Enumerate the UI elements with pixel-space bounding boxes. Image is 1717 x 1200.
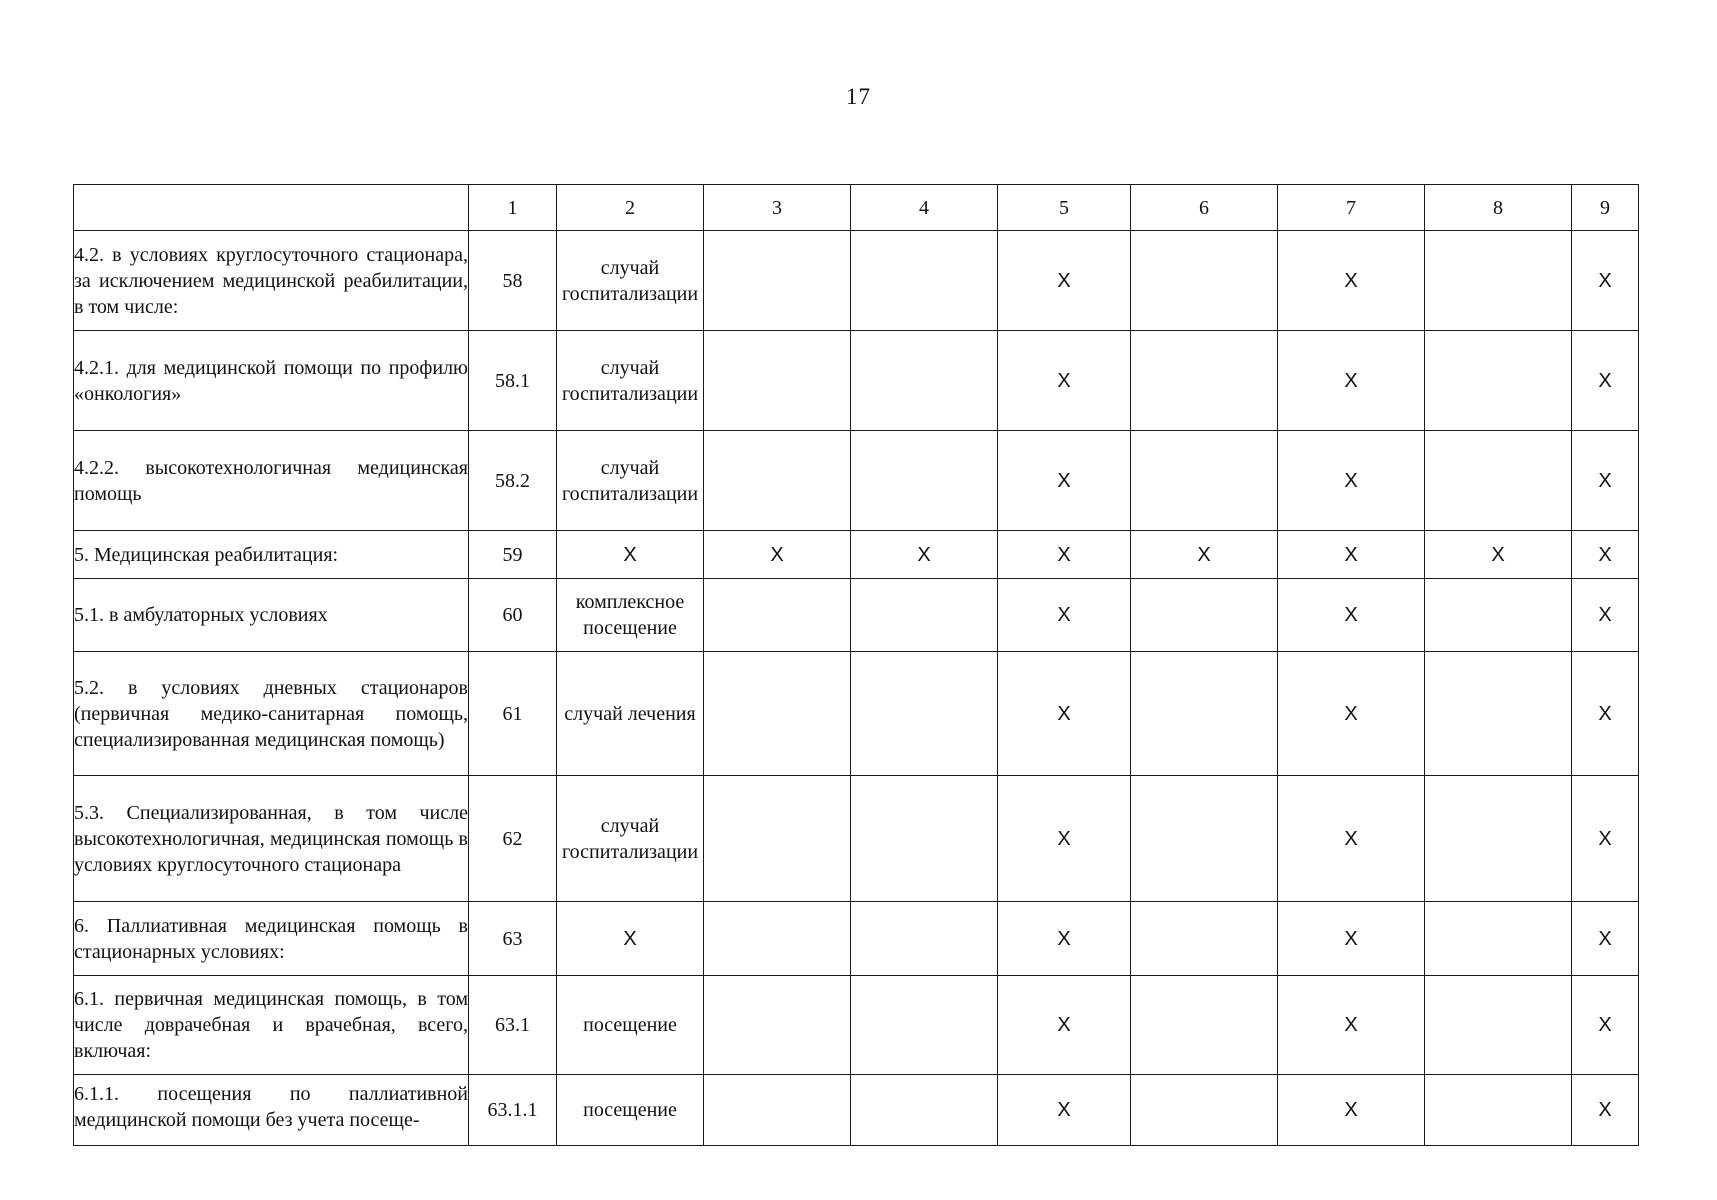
row-description: 5.1. в амбулаторных условиях xyxy=(74,579,469,652)
header-cell: 1 xyxy=(469,185,557,231)
row-cell-7: Х xyxy=(1278,579,1425,652)
row-cell-6 xyxy=(1131,1075,1278,1146)
row-description: 5.2. в условиях дневных стационаров (первичная медико-санитарная помощь, специализированная медицинская помощь) xyxy=(74,652,469,776)
row-cell-7: Х xyxy=(1278,431,1425,531)
row-cell-8 xyxy=(1425,652,1572,776)
row-cell-8 xyxy=(1425,1075,1572,1146)
header-cell: 3 xyxy=(704,185,851,231)
row-cell-8 xyxy=(1425,431,1572,531)
row-cell-8: Х xyxy=(1425,531,1572,579)
row-cell-4 xyxy=(851,579,998,652)
row-code: 60 xyxy=(469,579,557,652)
row-cell-9: Х xyxy=(1572,1075,1639,1146)
row-cell-4 xyxy=(851,902,998,976)
row-cell-5: Х xyxy=(998,902,1131,976)
row-unit: комплексное посещение xyxy=(557,579,704,652)
row-cell-9: Х xyxy=(1572,431,1639,531)
row-cell-7: Х xyxy=(1278,531,1425,579)
row-cell-6 xyxy=(1131,579,1278,652)
row-cell-6 xyxy=(1131,331,1278,431)
row-cell-3: Х xyxy=(704,531,851,579)
row-cell-6: Х xyxy=(1131,531,1278,579)
row-cell-5: Х xyxy=(998,1075,1131,1146)
row-cell-3 xyxy=(704,331,851,431)
row-cell-7: Х xyxy=(1278,652,1425,776)
row-cell-9: Х xyxy=(1572,579,1639,652)
row-cell-7: Х xyxy=(1278,976,1425,1075)
row-description: 4.2.1. для медицинской помощи по профилю «онкология» xyxy=(74,331,469,431)
row-cell-6 xyxy=(1131,776,1278,902)
row-description: 6.1. первичная медицинская помощь, в том числе доврачебная и врачебная, всего, включая: xyxy=(74,976,469,1075)
row-description-text: 6.1.1. посещения по паллиативной медицинской помощи без учета посеще- xyxy=(74,1083,468,1131)
table-row xyxy=(74,1075,1639,1146)
row-cell-4 xyxy=(851,231,998,331)
row-cell-3 xyxy=(704,231,851,331)
row-cell-6 xyxy=(1131,902,1278,976)
row-cell-3 xyxy=(704,976,851,1075)
row-cell-8 xyxy=(1425,776,1572,902)
row-cell-6 xyxy=(1131,431,1278,531)
row-code: 58.2 xyxy=(469,431,557,531)
row-cell-4 xyxy=(851,652,998,776)
header-cell: 2 xyxy=(557,185,704,231)
row-cell-7: Х xyxy=(1278,902,1425,976)
row-code: 61 xyxy=(469,652,557,776)
row-code: 63.1 xyxy=(469,976,557,1075)
header-cell: 7 xyxy=(1278,185,1425,231)
row-cell-4: Х xyxy=(851,531,998,579)
row-cell-9: Х xyxy=(1572,902,1639,976)
row-cell-3 xyxy=(704,1075,851,1146)
row-cell-6 xyxy=(1131,976,1278,1075)
row-code: 58.1 xyxy=(469,331,557,431)
row-description: 6. Паллиативная медицинская помощь в стационарных условиях: xyxy=(74,902,469,976)
row-cell-9: Х xyxy=(1572,331,1639,431)
row-cell-5: Х xyxy=(998,331,1131,431)
row-cell-4 xyxy=(851,431,998,531)
row-cell-8 xyxy=(1425,902,1572,976)
row-cell-4 xyxy=(851,976,998,1075)
row-unit: посещение xyxy=(557,1075,704,1146)
row-cell-3 xyxy=(704,902,851,976)
row-cell-8 xyxy=(1425,579,1572,652)
row-cell-3 xyxy=(704,776,851,902)
header-cell: 9 xyxy=(1572,185,1639,231)
row-code: 63 xyxy=(469,902,557,976)
table-row xyxy=(74,231,1639,331)
table-row xyxy=(74,531,1639,579)
row-code: 62 xyxy=(469,776,557,902)
row-description xyxy=(74,1075,469,1146)
table-row xyxy=(74,579,1639,652)
row-cell-9: Х xyxy=(1572,652,1639,776)
row-cell-5: Х xyxy=(998,579,1131,652)
row-code: 58 xyxy=(469,231,557,331)
row-cell-6 xyxy=(1131,231,1278,331)
row-cell-8 xyxy=(1425,976,1572,1075)
row-unit: Х xyxy=(557,531,704,579)
row-cell-9: Х xyxy=(1572,231,1639,331)
header-cell: 4 xyxy=(851,185,998,231)
row-cell-7: Х xyxy=(1278,1075,1425,1146)
data-table xyxy=(73,184,1639,1146)
row-cell-8 xyxy=(1425,231,1572,331)
row-cell-8 xyxy=(1425,331,1572,431)
row-description: 5. Медицинская реабилитация: xyxy=(74,531,469,579)
row-unit: Х xyxy=(557,902,704,976)
row-cell-3 xyxy=(704,431,851,531)
row-description: 4.2. в условиях круглосуточного стационара, за исключением медицинской реабилитации, в том числе: xyxy=(74,231,469,331)
table-row xyxy=(74,431,1639,531)
table-row xyxy=(74,652,1639,776)
row-cell-5: Х xyxy=(998,652,1131,776)
row-cell-5: Х xyxy=(998,776,1131,902)
row-cell-7: Х xyxy=(1278,331,1425,431)
row-unit: посещение xyxy=(557,976,704,1075)
row-unit: случай госпитализации xyxy=(557,776,704,902)
row-code: 63.1.1 xyxy=(469,1075,557,1146)
row-cell-9: Х xyxy=(1572,776,1639,902)
row-cell-7: Х xyxy=(1278,776,1425,902)
row-cell-4 xyxy=(851,776,998,902)
row-description: 5.3. Специализированная, в том числе высокотехнологичная, медицинская помощь в условиях круглосуточного стационара xyxy=(74,776,469,902)
table-row xyxy=(74,902,1639,976)
table-row xyxy=(74,331,1639,431)
header-cell xyxy=(74,185,469,231)
row-unit: случай госпитализации xyxy=(557,231,704,331)
page-number: 17 xyxy=(846,84,871,109)
header-cell: 6 xyxy=(1131,185,1278,231)
row-cell-5: Х xyxy=(998,531,1131,579)
header-row xyxy=(74,185,1639,231)
table-row xyxy=(74,976,1639,1075)
row-unit: случай госпитализации xyxy=(557,331,704,431)
row-cell-4 xyxy=(851,1075,998,1146)
row-cell-3 xyxy=(704,652,851,776)
row-code: 59 xyxy=(469,531,557,579)
header-cell: 8 xyxy=(1425,185,1572,231)
row-cell-5: Х xyxy=(998,431,1131,531)
row-cell-9: Х xyxy=(1572,976,1639,1075)
header-cell: 5 xyxy=(998,185,1131,231)
row-cell-9: Х xyxy=(1572,531,1639,579)
row-description: 4.2.2. высокотехнологичная медицинская помощь xyxy=(74,431,469,531)
row-cell-4 xyxy=(851,331,998,431)
row-cell-5: Х xyxy=(998,976,1131,1075)
row-cell-5: Х xyxy=(998,231,1131,331)
row-unit: случай госпитализации xyxy=(557,431,704,531)
row-cell-3 xyxy=(704,579,851,652)
table-row xyxy=(74,776,1639,902)
row-cell-7: Х xyxy=(1278,231,1425,331)
row-unit: случай лечения xyxy=(557,652,704,776)
row-cell-6 xyxy=(1131,652,1278,776)
